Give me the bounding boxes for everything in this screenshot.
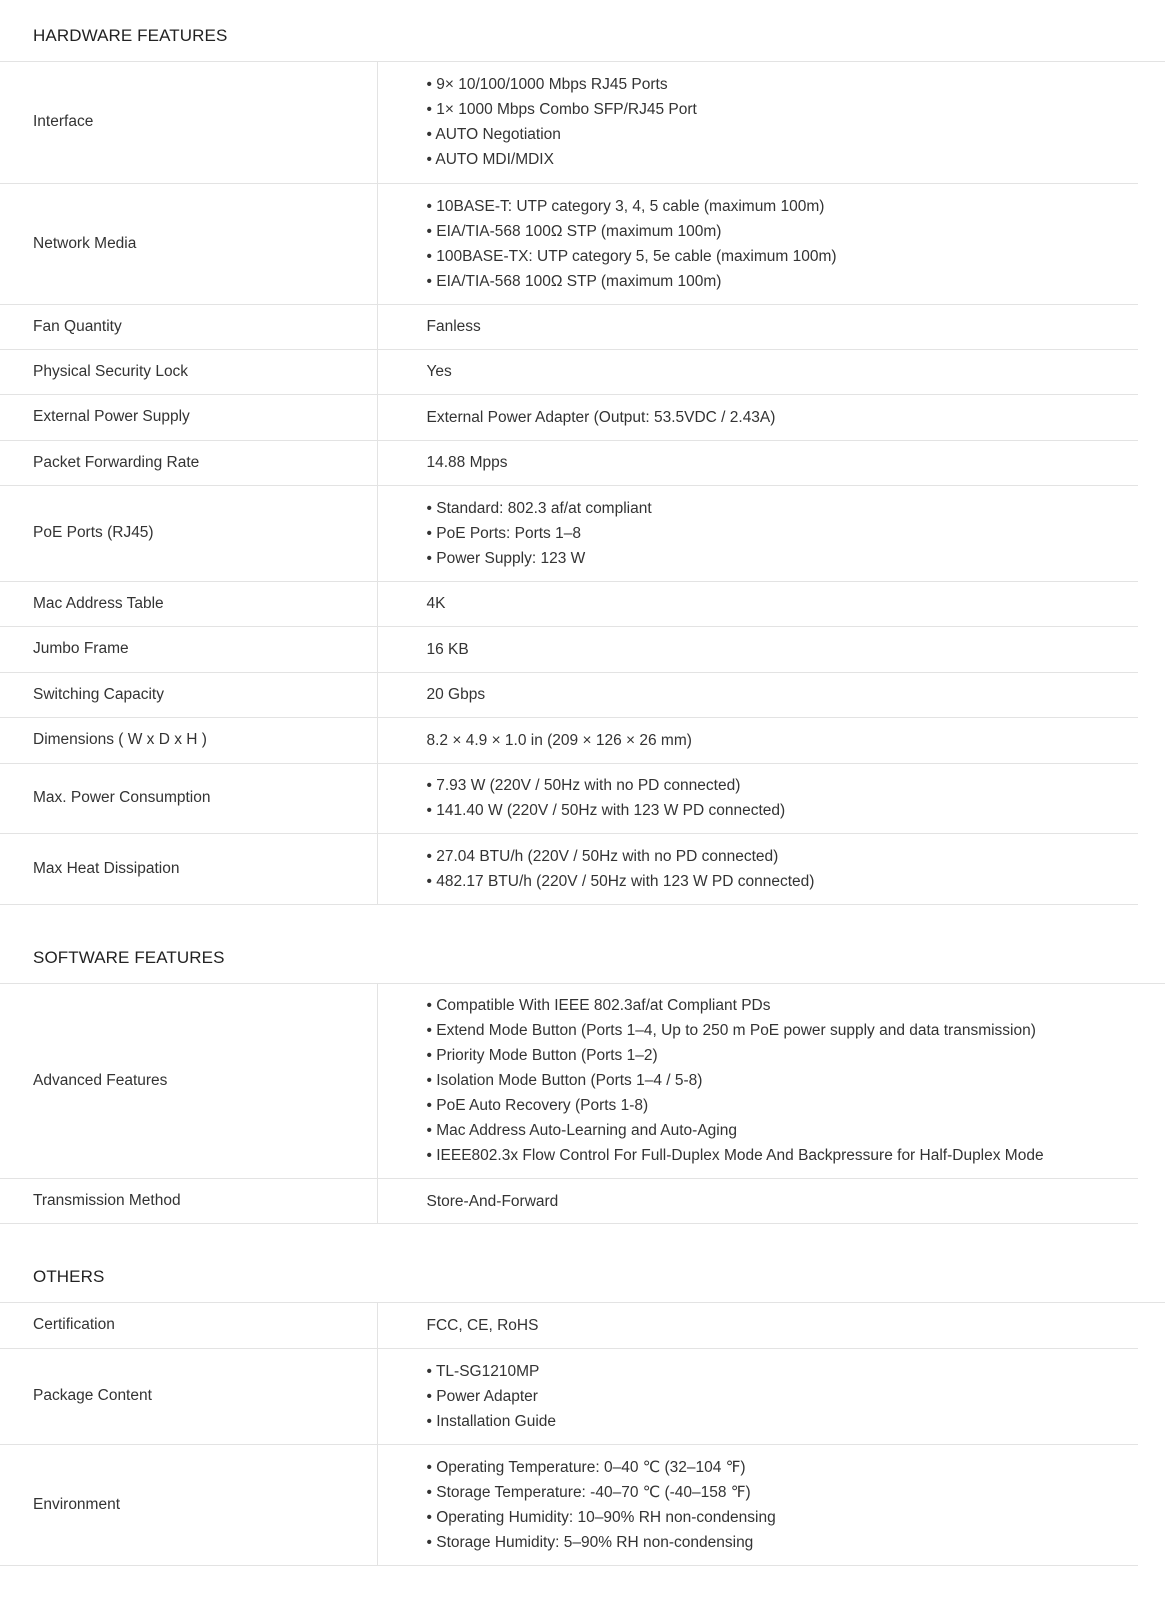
spec-value: [377, 349, 1138, 394]
spec-label: Physical Security Lock: [0, 349, 377, 394]
spec-value-item: • Operating Temperature: 0–40 ℃ (32–104 ℉): [427, 1455, 1139, 1480]
spec-value: [377, 626, 1138, 672]
spec-value-item: • TL-SG1210MP: [427, 1359, 1139, 1384]
spec-label: Package Content: [0, 1348, 377, 1444]
spec-row-external-power-supply: [0, 394, 1138, 440]
spec-value-item: • 100BASE-TX: UTP category 5, 5e cable (maximum 100m): [427, 244, 1139, 269]
spec-value-item: • Operating Humidity: 10–90% RH non-condensing: [427, 1505, 1139, 1530]
spec-value-item: • Mac Address Auto-Learning and Auto-Aging: [427, 1118, 1139, 1143]
spec-label: Interface: [0, 62, 377, 183]
spec-value-list: [427, 773, 1139, 823]
spec-row-mac-address-table: [0, 581, 1138, 626]
spec-value-item: • 9× 10/100/1000 Mbps RJ45 Ports: [427, 72, 1139, 97]
spec-value-list: [427, 496, 1139, 571]
section-title-software-features: SOFTWARE FEATURES: [0, 905, 1165, 984]
spec-label: Environment: [0, 1444, 377, 1565]
spec-value: [377, 440, 1138, 485]
spec-value-text: 16 KB: [426, 640, 469, 658]
spec-value-list: [427, 1359, 1139, 1434]
spec-row-advanced-features: [0, 984, 1138, 1179]
spec-value-item: • AUTO Negotiation: [427, 122, 1139, 147]
spec-value-item: • Storage Temperature: -40–70 ℃ (-40–158 ℉): [427, 1480, 1139, 1505]
spec-value-item: • 7.93 W (220V / 50Hz with no PD connected): [427, 773, 1139, 798]
spec-value-item: • Extend Mode Button (Ports 1–4, Up to 250 m PoE power supply and data transmission): [427, 1018, 1139, 1043]
spec-value: [377, 717, 1138, 763]
spec-label: Advanced Features: [0, 984, 377, 1179]
spec-value-item: • Standard: 802.3 af/at compliant: [427, 496, 1139, 521]
spec-label: Packet Forwarding Rate: [0, 440, 377, 485]
spec-value: [377, 485, 1138, 581]
spec-label: Switching Capacity: [0, 672, 377, 717]
spec-value-item: • IEEE802.3x Flow Control For Full-Duplex Mode And Backpressure for Half-Duplex Mode: [427, 1143, 1139, 1168]
spec-value: [377, 62, 1138, 183]
spec-row-max-power-consumption: [0, 763, 1138, 833]
spec-label: PoE Ports (RJ45): [0, 485, 377, 581]
spec-label: Mac Address Table: [0, 581, 377, 626]
spec-value-item: • EIA/TIA-568 100Ω STP (maximum 100m): [427, 219, 1139, 244]
spec-value-list: [427, 72, 1139, 172]
spec-value-item: • PoE Ports: Ports 1–8: [427, 521, 1139, 546]
spec-value: [377, 304, 1138, 349]
spec-value-item: • Storage Humidity: 5–90% RH non-condensing: [427, 1530, 1139, 1555]
spec-value-item: • Priority Mode Button (Ports 1–2): [427, 1043, 1139, 1068]
spec-table-hardware-features: [0, 62, 1138, 905]
spec-row-physical-security-lock: [0, 349, 1138, 394]
spec-value: [377, 833, 1138, 904]
spec-value-text: Yes: [426, 363, 452, 380]
spec-value: [377, 183, 1138, 304]
spec-value-item: • AUTO MDI/MDIX: [427, 147, 1139, 172]
spec-value-list: [427, 844, 1139, 894]
spec-value-text: 8.2 × 4.9 × 1.0 in (209 × 126 × 26 mm): [426, 731, 692, 749]
spec-value-text: 14.88 Mpps: [426, 454, 508, 471]
spec-label: Jumbo Frame: [0, 626, 377, 672]
spec-value-text: 20 Gbps: [426, 686, 486, 703]
spec-value-text: FCC, CE, RoHS: [426, 1316, 539, 1334]
spec-row-network-media: [0, 183, 1138, 304]
spec-value-item: • Power Supply: 123 W: [427, 546, 1139, 571]
spec-value: [377, 1179, 1138, 1224]
spec-row-dimensions-w-x-d-x-h: [0, 717, 1138, 763]
spec-row-package-content: [0, 1348, 1138, 1444]
spec-value-item: • Installation Guide: [427, 1409, 1139, 1434]
spec-value: [377, 672, 1138, 717]
spec-table-software-features: [0, 984, 1138, 1225]
section-title-others: OTHERS: [0, 1224, 1165, 1303]
spec-value-item: • 141.40 W (220V / 50Hz with 123 W PD connected): [427, 798, 1139, 823]
spec-row-certification: [0, 1303, 1138, 1348]
spec-value-list: [427, 993, 1139, 1168]
spec-label: Dimensions ( W x D x H ): [0, 717, 377, 763]
spec-row-max-heat-dissipation: [0, 833, 1138, 904]
spec-row-environment: [0, 1444, 1138, 1565]
spec-value-item: • 1× 1000 Mbps Combo SFP/RJ45 Port: [427, 97, 1139, 122]
spec-value-item: • 27.04 BTU/h (220V / 50Hz with no PD connected): [427, 844, 1139, 869]
spec-row-jumbo-frame: [0, 626, 1138, 672]
spec-label: Certification: [0, 1303, 377, 1348]
spec-row-fan-quantity: [0, 304, 1138, 349]
spec-label: Max. Power Consumption: [0, 763, 377, 833]
spec-value-item: • Compatible With IEEE 802.3af/at Compliant PDs: [427, 993, 1139, 1018]
spec-value-item: • EIA/TIA-568 100Ω STP (maximum 100m): [427, 269, 1139, 294]
spec-label: Network Media: [0, 183, 377, 304]
spec-label: Max Heat Dissipation: [0, 833, 377, 904]
spec-row-interface: [0, 62, 1138, 183]
spec-value: [377, 1444, 1138, 1565]
spec-row-poe-ports-rj45: [0, 485, 1138, 581]
section-title-hardware-features: HARDWARE FEATURES: [0, 0, 1165, 62]
spec-label: External Power Supply: [0, 394, 377, 440]
spec-value: [377, 394, 1138, 440]
spec-value-list: [427, 194, 1139, 294]
spec-value: [377, 763, 1138, 833]
spec-value: [377, 984, 1138, 1179]
spec-value-item: • Isolation Mode Button (Ports 1–4 / 5-8): [427, 1068, 1139, 1093]
spec-value: [377, 1303, 1138, 1348]
spec-label: Transmission Method: [0, 1179, 377, 1224]
spec-value-text: Fanless: [426, 318, 481, 335]
spec-table-others: [0, 1303, 1138, 1566]
spec-value-item: • Power Adapter: [427, 1384, 1139, 1409]
spec-row-transmission-method: [0, 1179, 1138, 1224]
spec-value: [377, 1348, 1138, 1444]
spec-label: Fan Quantity: [0, 304, 377, 349]
spec-value-item: • 10BASE-T: UTP category 3, 4, 5 cable (maximum 100m): [427, 194, 1139, 219]
spec-value-text: 4K: [426, 595, 446, 612]
spec-row-switching-capacity: [0, 672, 1138, 717]
spec-value-text: External Power Adapter (Output: 53.5VDC / 2.43A): [426, 408, 776, 426]
spec-value-item: • PoE Auto Recovery (Ports 1-8): [427, 1093, 1139, 1118]
spec-row-packet-forwarding-rate: [0, 440, 1138, 485]
spec-value-list: [427, 1455, 1139, 1555]
spec-value: [377, 581, 1138, 626]
spec-value-item: • 482.17 BTU/h (220V / 50Hz with 123 W PD connected): [427, 869, 1139, 894]
spec-value-text: Store-And-Forward: [426, 1192, 559, 1210]
